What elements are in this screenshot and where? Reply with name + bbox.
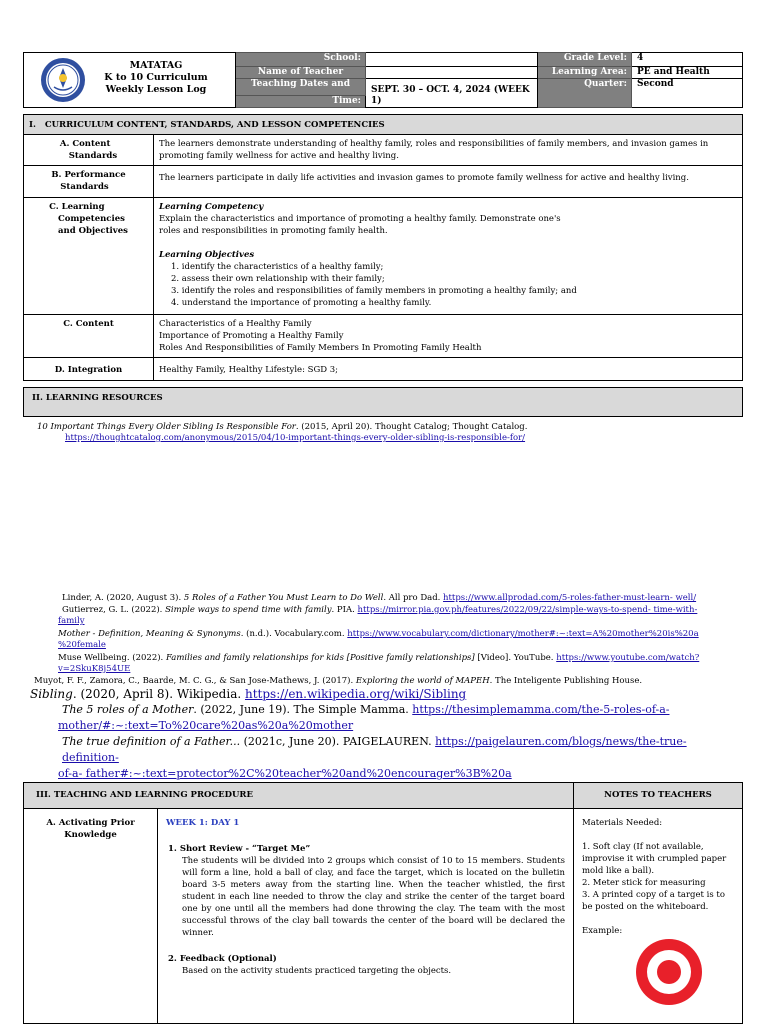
reference-link[interactable]: https://paigelauren.com/blogs/news/the-true-definition- bbox=[62, 735, 687, 764]
reference-4 bbox=[58, 629, 718, 651]
quarter-label: Quarter: bbox=[538, 79, 632, 108]
reference-text: . PIA. bbox=[331, 605, 358, 615]
reference-link[interactable]: https://en.wikipedia.org/wiki/Sibling bbox=[244, 687, 467, 701]
content-line: Roles And Responsibilities of Family Members In Promoting Family Health bbox=[159, 343, 482, 353]
learning-area-label: Learning Area: bbox=[538, 67, 632, 79]
section-2-heading: II. LEARNING RESOURCES bbox=[23, 387, 743, 417]
reference-link[interactable]: https://www.youtube.com/watch? bbox=[556, 653, 700, 663]
dates-label-1: Teaching Dates and bbox=[236, 79, 366, 96]
header-logo-cell bbox=[24, 53, 236, 108]
reference-text: . (n.d.). Vocabulary.com. bbox=[240, 629, 348, 639]
notes-heading: NOTES TO TEACHERS bbox=[574, 783, 743, 809]
reference-link[interactable]: father#:~:text=protector%2C%20teacher%20and%20encourager%3B%20a bbox=[82, 767, 512, 780]
reference-title: Sibling bbox=[30, 687, 73, 701]
reference-text: . The Inteligente Publishing House. bbox=[489, 676, 643, 686]
notes-content bbox=[574, 809, 743, 1024]
reference-title: Families and family relationships for kids [Positive family relationships] bbox=[165, 653, 475, 663]
reference-title: The true definition of a Father... bbox=[62, 735, 241, 748]
content-line: Importance of Promoting a Healthy Family bbox=[159, 331, 344, 341]
label-line: Knowledge bbox=[64, 830, 117, 840]
reference-text: . All pro Dad. bbox=[383, 593, 444, 603]
notes-item: 3. A printed copy of a target is to be posted on the whiteboard. bbox=[582, 890, 725, 912]
deped-seal-icon bbox=[40, 57, 86, 103]
reference-text: Linder, A. (2020, August 3). bbox=[62, 593, 184, 603]
label-line: B. Performance bbox=[51, 170, 126, 180]
label-line: A. Content bbox=[59, 139, 111, 149]
reference-link[interactable]: mother/#:~:text=To%20care%20as%20a%20mother bbox=[58, 719, 354, 732]
reference-link[interactable]: https://thesimplemamma.com/the-5-roles-of-a- bbox=[412, 703, 670, 716]
reference-link[interactable]: https://www.allprodad.com/5-roles-father-must-learn- well/ bbox=[443, 593, 697, 603]
reference-title: 5 Roles of a Father You Must Learn to Do Well bbox=[183, 593, 384, 603]
teacher-value bbox=[366, 67, 538, 79]
header-title bbox=[88, 60, 224, 96]
reference-link[interactable]: https://thoughtcatalog.com/anonymous/2015/04/10-important-things-every-older-sibling-is-responsible-for/ bbox=[65, 433, 526, 443]
reference-title: Exploring the world of MAPEH bbox=[355, 676, 490, 686]
reference-text: . (2020, April 8). Wikipedia. bbox=[72, 687, 245, 701]
header-table bbox=[23, 52, 743, 108]
reference-link[interactable]: %20female bbox=[58, 640, 106, 650]
procedure-table bbox=[23, 782, 743, 1024]
learning-area-value: PE and Health bbox=[632, 67, 743, 79]
reference-7 bbox=[30, 686, 740, 702]
reference-link[interactable]: https://www.vocabulary.com/dictionary/mother#:~:text=A%20mother%20is%20a bbox=[347, 629, 699, 639]
competency-line: Explain the characteristics and importance of promoting a healthy family. Demonstrate one's bbox=[159, 214, 561, 224]
curriculum-table bbox=[23, 114, 743, 381]
label-line: and Objectives bbox=[58, 226, 128, 236]
reference-8 bbox=[58, 702, 742, 734]
title-line-1: MATATAG bbox=[129, 60, 183, 71]
step-2-text: Based on the activity students practiced targeting the objects. bbox=[182, 966, 452, 976]
reference-text: (2021c, June 20). PAIGELAUREN. bbox=[240, 735, 436, 748]
reference-3 bbox=[58, 605, 712, 627]
teacher-label: Name of Teacher bbox=[236, 67, 366, 79]
reference-text: Muse Wellbeing. (2022). bbox=[58, 653, 166, 663]
step-2-title: 2. Feedback (Optional) bbox=[168, 954, 277, 964]
target-icon bbox=[634, 937, 704, 1007]
reference-2 bbox=[62, 593, 742, 604]
reference-link[interactable]: v=2SkuK8j54UE bbox=[58, 664, 131, 674]
competencies-text bbox=[154, 198, 743, 315]
notes-materials-heading: Materials Needed: bbox=[582, 818, 663, 828]
notes-item: 1. Soft clay (If not available, improvise it with crumpled paper mold like a ball). bbox=[582, 842, 727, 876]
performance-standards-label bbox=[24, 166, 154, 198]
reference-5 bbox=[58, 653, 718, 675]
reference-title: 10 Important Things Every Older Sibling Is Responsible For bbox=[37, 422, 296, 432]
dates-value: SEPT. 30 – OCT. 4, 2024 (WEEK 1) bbox=[366, 79, 538, 108]
quarter-value: Second bbox=[632, 79, 743, 108]
competency-heading: Learning Competency bbox=[159, 202, 264, 212]
school-value bbox=[366, 53, 538, 67]
content-line: Characteristics of a Healthy Family bbox=[159, 319, 312, 329]
objective-item: 3. identify the roles and responsibilities of family members in promoting a healthy family; and bbox=[171, 286, 577, 296]
content-label: C. Content bbox=[24, 315, 154, 358]
competency-line: roles and responsibilities in promoting family health. bbox=[159, 226, 388, 236]
content-standards-text: The learners demonstrate understanding of healthy family, roles and responsibilities of family members, and invasion games in promoting family wellness for active and healthy living. bbox=[154, 135, 743, 166]
reference-link[interactable]: https://mirror.pia.gov.ph/features/2022/09/22/simple-ways-to-spend- time-with- bbox=[357, 605, 698, 615]
section-1-number: I. bbox=[29, 120, 36, 130]
label-line: A. Activating Prior bbox=[46, 818, 135, 828]
reference-9 bbox=[58, 734, 742, 782]
reference-1 bbox=[37, 422, 737, 444]
reference-link[interactable]: family bbox=[58, 616, 85, 626]
objective-item: 4. understand the importance of promoting a healthy family. bbox=[171, 298, 432, 308]
step-1-title: 1. Short Review - “Target Me” bbox=[168, 844, 311, 854]
label-line: Standards bbox=[68, 151, 118, 161]
reference-text: Gutierrez, G. L. (2022). bbox=[62, 605, 166, 615]
grade-label: Grade Level: bbox=[538, 53, 632, 67]
reference-title: Simple ways to spend time with family bbox=[165, 605, 332, 615]
reference-title: The 5 roles of a Mother bbox=[62, 703, 194, 716]
performance-standards-text: The learners participate in daily life activities and invasion games to promote family wellness for active and healthy living. bbox=[154, 166, 743, 198]
section-3-heading: III. TEACHING AND LEARNING PROCEDURE bbox=[24, 783, 574, 809]
dates-label-2: Time: bbox=[236, 96, 366, 108]
reference-link[interactable]: of-a- bbox=[58, 767, 83, 780]
activating-prior-knowledge-label bbox=[24, 809, 158, 1024]
procedure-content bbox=[158, 809, 574, 1024]
day-heading: WEEK 1: DAY 1 bbox=[166, 818, 240, 828]
objective-item: 2. assess their own relationship with their family; bbox=[171, 274, 385, 284]
competencies-label bbox=[24, 198, 154, 315]
integration-label: D. Integration bbox=[24, 358, 154, 381]
target-bullseye bbox=[657, 960, 681, 984]
step-1-text: The students will be divided into 2 groups which consist of 10 to 15 members. Students will form a line, hold a ball of clay, and face the target, which is located on the bulletin board 3-5 meters away from the starting line. When the teacher whistled, the first student in each line needed to throw the clay and strike the center of the target board one by one until all the members had done throwing the clay. The team with the most successful throws of the clay ball towards the center of the board will be declared the winner. bbox=[182, 856, 565, 938]
reference-text: [Video]. YouTube. bbox=[474, 653, 557, 663]
title-line-3: Weekly Lesson Log bbox=[105, 84, 207, 95]
label-line: C. Learning bbox=[49, 202, 105, 212]
school-label: School: bbox=[236, 53, 366, 67]
notes-item: 2. Meter stick for measuring bbox=[582, 878, 706, 888]
objective-item: 1. identify the characteristics of a healthy family; bbox=[171, 262, 384, 272]
objectives-heading: Learning Objectives bbox=[159, 250, 255, 260]
reference-text: . (2022, June 19). The Simple Mamma. bbox=[193, 703, 413, 716]
section-1-heading bbox=[24, 115, 743, 135]
label-line: Standards bbox=[60, 182, 109, 192]
section-1-title: CURRICULUM CONTENT, STANDARDS, AND LESSON COMPETENCIES bbox=[44, 120, 385, 130]
label-line: Competencies bbox=[58, 214, 125, 224]
reference-title: Mother - Definition, Meaning & Synonyms bbox=[58, 629, 241, 639]
title-line-2: K to 10 Curriculum bbox=[104, 72, 208, 83]
grade-value: 4 bbox=[632, 53, 743, 67]
reference-text: Muyot, F. F., Zamora, C., Baarde, M. C. G., & San Jose-Mathews, J. (2017). bbox=[34, 676, 356, 686]
integration-text: Healthy Family, Healthy Lifestyle: SGD 3; bbox=[154, 358, 743, 381]
content-standards-label bbox=[24, 135, 154, 166]
content-text bbox=[154, 315, 743, 358]
example-label: Example: bbox=[582, 926, 623, 936]
reference-text: . (2015, April 20). Thought Catalog; Thought Catalog. bbox=[295, 422, 528, 432]
